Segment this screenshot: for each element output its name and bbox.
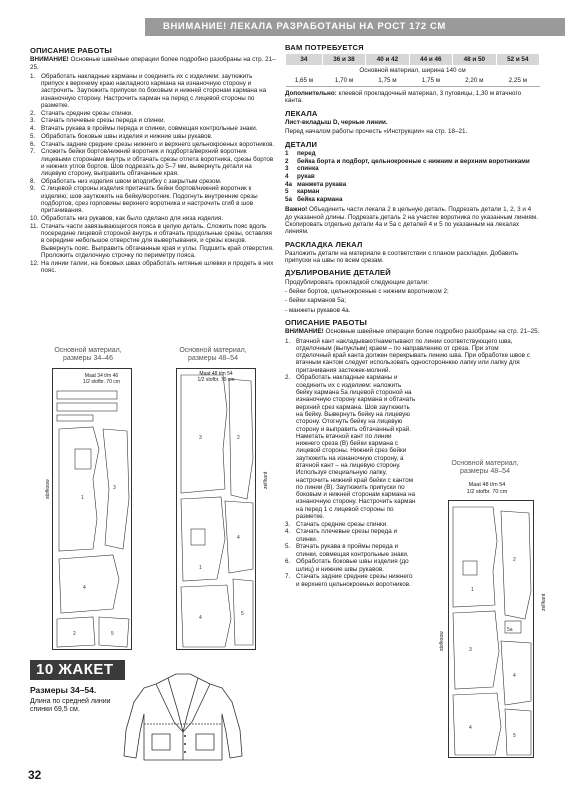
list-item: 1 перед <box>285 149 316 157</box>
svg-text:4: 4 <box>513 673 516 679</box>
details-title: ДЕТАЛИ <box>285 139 318 149</box>
list-item: 5а бейка кармана <box>285 196 343 204</box>
patterns-note: Перед началом работы прочесть «Инструкции» на стр. 18–21. <box>285 128 468 136</box>
list-item: 3. Стачать плечевые срезы переда и спинки. <box>30 117 166 125</box>
selvage-label: zelfkant <box>541 593 547 611</box>
list-item: 2. Обработать накладные карманы и соединить их с изделием: наложить бейку кармана 5а лицевой стороной на изнаночную сторону кармана и обтачать верхний срез кармана. Шов заутюжить на бейку. Вывернуть бейку на лицевую сторону. Отогнуть бейку на лицевую сторону и выправить обтачанный край. Наметать втачной кант по линии нижнего среза (В) бейки кармана с лицевой стороны. Нижний срез бейки заутюжить на изнаночную сторону, а втачной кант – на лицевую сторону. Используя специальную лапку, настрочить нижний край бейки с кантом по линии (В). Заутюжить припуски по боковым и нижней сторонам кармана на изнаночную сторону. Настрочить карман на перед 1 с лицевой стороны по разметке. <box>285 374 416 521</box>
list-item: 4 рукав <box>285 173 315 181</box>
svg-text:3: 3 <box>469 647 472 653</box>
cutting-layout-1 <box>45 368 132 650</box>
selvage-label: zelfkant <box>263 471 269 489</box>
important-note: Важно! Объединить части лекала 2 в цельную деталь. Подрезать детали 1, 2, 3 и 4 до указанной длины. Подрезать деталь 2 на участке воротника по указанным линиям. Скопировать отдельно детали 4а и 5а с деталей 4 и 5 по указанным на лекалах линиям. <box>285 206 538 236</box>
duplication-title: ДУБЛИРОВАНИЕ ДЕТАЛЕЙ <box>285 268 391 278</box>
list-item: 8. Обработать низ изделия швом вподгибку с закрытым срезом. <box>30 177 222 185</box>
svg-text:5: 5 <box>513 733 516 739</box>
list-item: 5 карман <box>285 188 320 196</box>
details-list <box>285 150 540 203</box>
list-item: 12. На линии талии, на боковых швах обработать нитяные шлевки и продеть в них пояс. <box>30 259 274 274</box>
svg-text:2: 2 <box>73 631 76 637</box>
list-item: 2. Стачать средние срезы спинки. <box>30 109 133 117</box>
svg-text:3: 3 <box>199 435 202 441</box>
layout3-caption: Основной материал, размеры 48–54 <box>451 460 519 475</box>
patterns-sheet: Лист-вкладыш D, черные линии. <box>285 119 388 127</box>
list-item: - бейки карманов 5а; <box>285 297 346 305</box>
layout1-label: Maat 34 t/m 46 1/2 stofbr. 70 cm <box>83 373 120 385</box>
svg-text:2: 2 <box>237 435 240 441</box>
layout-title: РАСКЛАДКА ЛЕКАЛ <box>285 239 363 249</box>
work-description-title-2: ОПИСАНИЕ РАБОТЫ <box>285 317 368 327</box>
svg-text:3: 3 <box>113 485 116 491</box>
layout2-label: Maat 48 t/m 54 1/2 stofbr. 70 cm <box>197 371 235 383</box>
attention-note: ВНИМАНИЕ! Основные швейные операции более подробно разобраны на стр. 21–25. <box>30 56 276 71</box>
steps-list <box>30 73 276 274</box>
fold-label: stofkoow <box>45 479 51 499</box>
list-item: 5. Обработать боковые швы изделия и нижние швы рукавов. <box>30 132 213 140</box>
svg-text:1: 1 <box>471 587 474 593</box>
svg-text:2: 2 <box>513 557 516 563</box>
svg-text:1: 1 <box>199 565 202 571</box>
list-item: - манжеты рукавов 4а. <box>285 306 351 314</box>
model-title: 10 ЖАКЕТ <box>30 660 125 680</box>
svg-text:5a: 5a <box>507 627 513 633</box>
work-description-title: ОПИСАНИЕ РАБОТЫ <box>30 46 113 55</box>
svg-text:4: 4 <box>469 725 472 731</box>
svg-text:4: 4 <box>199 615 202 621</box>
list-item: 2 бейка борта и подборт, цельнокроеные с нижним и верхним воротниками <box>285 157 530 165</box>
layout1-caption: Основной материал, размеры 34–46 <box>54 347 122 362</box>
model-sizes: Размеры 34–54. <box>30 685 97 695</box>
layout3-label: Maat 48 t/m 54 1/2 stofbr. 70 cm <box>466 482 508 495</box>
materials-table: 34 36 и 38 40 и 42 44 и 46 48 и 50 52 и 54 Основной материал, ширина 140 см 1,65 м 1,70 м 1,75 м 1,75 м 2,20 м 2,25 м <box>285 53 540 87</box>
page-number: 32 <box>28 768 42 782</box>
fold-label: stofkoow <box>439 631 445 651</box>
header-banner <box>145 18 565 36</box>
banner-text: ЛЕКАЛА РАЗРАБОТАНЫ НА РОСТ 172 СМ <box>230 21 446 32</box>
list-item: 7. Стачать задние средние срезы нижнего и верхнего цельнокроеных воротников. <box>285 573 413 588</box>
layout-text: Разложить детали на материале в соответствии с планом раскладки. Добавить припуски на швы по всем срезам. <box>285 249 519 265</box>
list-item: 10. Обработать низ рукавов, как было сделано для низа изделия. <box>30 215 224 223</box>
list-item: 3 спинка <box>285 165 319 173</box>
list-item: 7. Сложить бейки бортов/нижний воротник и подборта/верхний воротник лицевыми сторонами внутрь и обтачать срезы отлета воротника, срезы бортов и нижних углов бортов. Шов подрезать до 5–7 мм, вывернуть детали на лицевую сторону, выправить обтачанные края. <box>30 148 274 178</box>
svg-text:5: 5 <box>241 611 244 617</box>
list-item: 4а манжета рукава <box>285 180 347 188</box>
list-item: 6. Стачать задние средние срезы нижнего и верхнего цельнокроеных воротников. <box>30 140 275 148</box>
list-item: 1. Обработать накладные карманы и соединить их с изделием: заутюжить припуск к верхнему краю накладного кармана на изнаночную сторону и застрочить. Заутюжить припуски по боковым и нижней сторонам кармана на изнаночную сторону. Настрочить карман на перед с лицевой стороны по разметке. <box>30 72 267 110</box>
svg-text:4: 4 <box>237 535 240 541</box>
jacket-sketch <box>118 672 248 762</box>
banner-emphasis: ВНИМАНИЕ! <box>163 21 227 32</box>
svg-text:5: 5 <box>111 631 114 637</box>
list-item: 4. Стачать плечевые срезы переда и спинки. <box>285 528 397 543</box>
model-length: Длина по средней линии спинки 69,5 см. <box>30 698 111 713</box>
patterns-title: ЛЕКАЛА <box>285 108 318 118</box>
attention-note-2: ВНИМАНИЕ! Основные швейные операции более подробно разобраны на стр. 21–25. <box>285 328 540 336</box>
duplication-text: Продублировать прокладкой следующие детали: <box>285 278 429 286</box>
list-item: 6. Обработать боковые швы изделия (до шлиц) и нижние швы рукавов. <box>285 558 409 573</box>
list-item: 11. Стачать части завязывающегося пояса в целую деталь. Сложить пояс вдоль посередине лицевой стороной внутрь и обтачать продольные срезы, оставляя в середине небольшое отверстие для вывертывания, и срезы концов. Вывернуть пояс. Выправить обтачанные края и углы. Подшить край отверстия. Проложить отделочную строчку по периметру пояса. <box>30 222 274 259</box>
list-item: - бейки бортов, цельнокроеные с нижним воротником 2; <box>285 288 449 296</box>
list-item: 1. Втачной кант накладывают/наметывают по линии соответствующего шва, отделочным (выпуклым) краем – по направлению от среза. При этом отделочный край канта должен перекрывать линию шва. При обработке швов с втачным кантом следует использовать одностороннюю лапку или лапку для притачивания застежек-молний. <box>285 337 530 374</box>
list-item: 5. Втачать рукава в проймы переда и спинки, совмещая контрольные знаки. <box>285 543 409 558</box>
list-item: 4. Втачать рукава в проймы переда и спинки, совмещая контрольные знаки. <box>30 125 258 133</box>
list-item: 9. С лицевой стороны изделия притачать бейки бортов/нижний воротник к изделию; шов заутюжить на бейку/воротник. Подогнуть внутренние срезы подбортов, срез горловины верхнего воротника и настрочить сгиб в шов притачивания. <box>30 185 258 215</box>
additional-materials: Дополнительно: клеевой прокладочный материал, 3 пуговицы, 1,30 м втачного канта. <box>285 90 522 105</box>
svg-text:1: 1 <box>81 495 84 501</box>
layout2-caption: Основной материал, размеры 48–54 <box>179 347 247 362</box>
cutting-layout-3 <box>439 500 547 758</box>
cutting-layout-2 <box>176 368 269 650</box>
svg-text:4: 4 <box>83 585 86 591</box>
left-column <box>30 42 276 275</box>
need-title: ВАМ ПОТРЕБУЕТСЯ <box>285 43 364 52</box>
list-item: 3. Стачать средние срезы спинки. <box>285 520 388 528</box>
